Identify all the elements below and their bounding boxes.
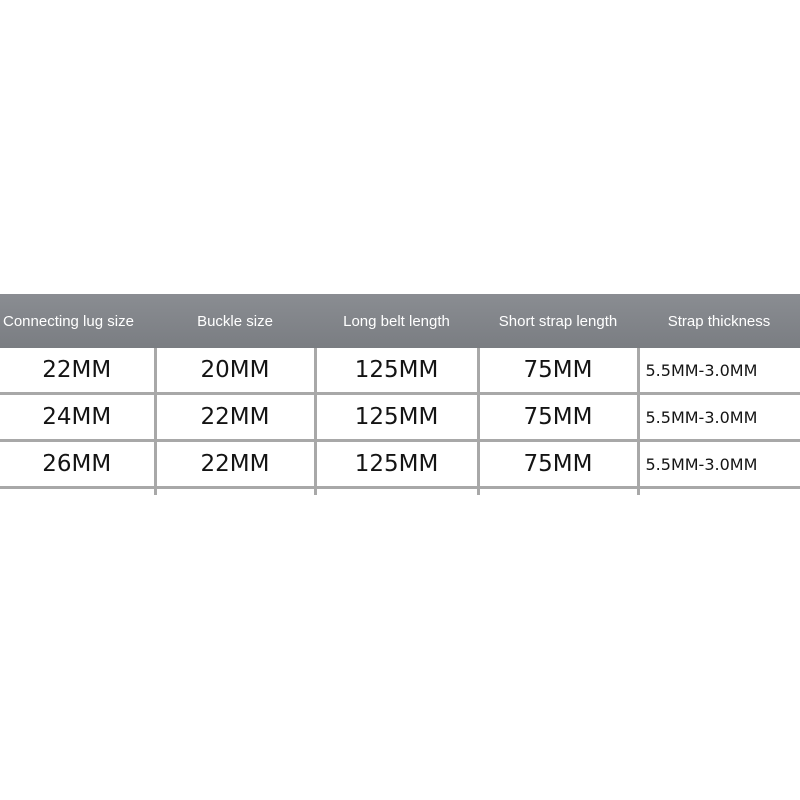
header-strap-thickness: Strap thickness [638,294,800,348]
cell-short-strap-length: 75MM [478,441,638,488]
table-row [0,394,800,441]
cell-short-strap-length: 75MM [478,348,638,394]
cell-long-belt-length: 125MM [315,441,478,488]
header-buckle-size: Buckle size [155,294,315,348]
cell-lug-size: 22MM [0,348,155,394]
cell-buckle-size: 20MM [155,348,315,394]
cropped-cell [0,488,155,496]
cropped-cell [315,488,478,496]
cropped-cell [478,488,638,496]
strap-size-table [0,294,800,495]
header-short-strap-length: Short strap length [478,294,638,348]
cell-long-belt-length: 125MM [315,394,478,441]
table-cropped-row [0,488,800,496]
cell-strap-thickness: 5.5MM-3.0MM [638,348,800,394]
cell-long-belt-length: 125MM [315,348,478,394]
cell-strap-thickness: 5.5MM-3.0MM [638,441,800,488]
table-header-row [0,294,800,348]
cell-buckle-size: 22MM [155,394,315,441]
cropped-cell [155,488,315,496]
cell-lug-size: 24MM [0,394,155,441]
table-row [0,348,800,394]
cell-strap-thickness: 5.5MM-3.0MM [638,394,800,441]
header-long-belt-length: Long belt length [315,294,478,348]
cell-short-strap-length: 75MM [478,394,638,441]
cell-buckle-size: 22MM [155,441,315,488]
cropped-cell [638,488,800,496]
table-row [0,441,800,488]
cell-lug-size: 26MM [0,441,155,488]
header-connecting-lug-size: Connecting lug size [0,294,155,348]
